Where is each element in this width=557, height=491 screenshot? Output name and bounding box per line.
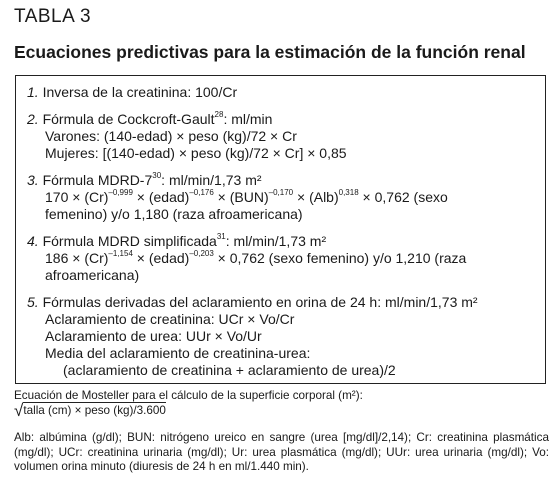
item-1-heading: Inversa de la creatinina: 100/Cr <box>42 84 238 100</box>
table-title: Ecuaciones predictivas para la estimación de la función renal <box>14 42 526 62</box>
item-2-women-formula: Mujeres: [(140-edad) × peso (kg)/72 × Cr] × 0,85 <box>45 145 347 161</box>
item-4-unit: : ml/min/1,73 m² <box>225 233 327 249</box>
item-4-number: 4. <box>27 233 39 249</box>
item-3-heading: Fórmula MDRD-7 <box>42 172 153 188</box>
equations-box <box>15 75 546 384</box>
item-4-reference: 31 <box>216 232 226 242</box>
item-5-number: 5. <box>27 294 39 310</box>
square-root-icon: √ <box>14 401 24 420</box>
item-4-formula: $186 \times (Cr)^{-1,154}$ × (edad)$^{-0,203}$ × 0,762 (sexo femenino) y/o 1,210 (raza <box>45 249 467 266</box>
item-2-reference: 28 <box>214 110 224 120</box>
abbreviations-note: Alb: albúmina (g/dl); BUN: nitrógeno ureico en sangre (urea [mg/dl]/2,14); Cr: creatinina plasmática (mg/dl); UCr: creatinina urinaria (mg/dl); Ur: urea plasmática (mg/dl); UUr: urea urinaria (mg/dl); Vo: volumen orina minuto (diuresis de 24 h en ml/1.440 min). <box>14 431 549 473</box>
item-1-number: 1. <box>27 84 39 100</box>
item-3-formula-cont: femenino) y/o 1,180 (raza afroamericana) <box>45 206 303 222</box>
item-3-reference: 30 <box>152 171 162 181</box>
mosteller-note: Ecuación de Mosteller para el cálculo de la superficie corporal (m²): <box>14 389 363 402</box>
mosteller-radicand: talla (cm) × peso (kg)/3.600 <box>23 404 166 417</box>
item-2-number: 2. <box>27 111 39 127</box>
item-4 <box>27 233 545 284</box>
mosteller-formula <box>14 401 549 420</box>
item-2-unit: : ml/min <box>223 111 273 127</box>
item-3 <box>27 172 545 223</box>
item-4-heading: Fórmula MDRD simplificada <box>42 233 217 249</box>
item-5-mean-clearance: Media del aclaramiento de creatinina-urea: <box>45 345 311 361</box>
item-2-men-formula: Varones: (140-edad) × peso (kg)/72 × Cr <box>45 128 297 144</box>
item-2-heading: Fórmula de Cockcroft-Gault <box>42 111 215 127</box>
item-5-mean-formula: (aclaramiento de creatinina + aclaramiento de urea)/2 <box>63 362 396 378</box>
table-label: TABLA 3 <box>14 6 92 27</box>
item-5 <box>27 294 545 379</box>
item-5-urea-clearance: Aclaramiento de urea: UUr × Vo/Ur <box>45 328 262 344</box>
item-3-unit: : ml/min/1,73 m² <box>161 172 262 188</box>
item-3-number: 3. <box>27 172 39 188</box>
item-5-creatinine-clearance: Aclaramiento de creatinina: UCr × Vo/Cr <box>45 311 295 327</box>
item-4-formula-cont: afroamericana) <box>45 267 140 283</box>
item-2 <box>27 111 545 162</box>
item-5-heading: Fórmulas derivadas del aclaramiento en orina de 24 h: ml/min/1,73 m² <box>42 294 478 310</box>
item-3-formula: $170 \times (Cr)^{-0,999}$ × (edad)$^{-0,176}$ × (BUN)$^{-0,170}$ × (Alb)$^{0,318}$ × 0,762 (sexo <box>45 188 448 205</box>
item-1 <box>27 84 545 101</box>
